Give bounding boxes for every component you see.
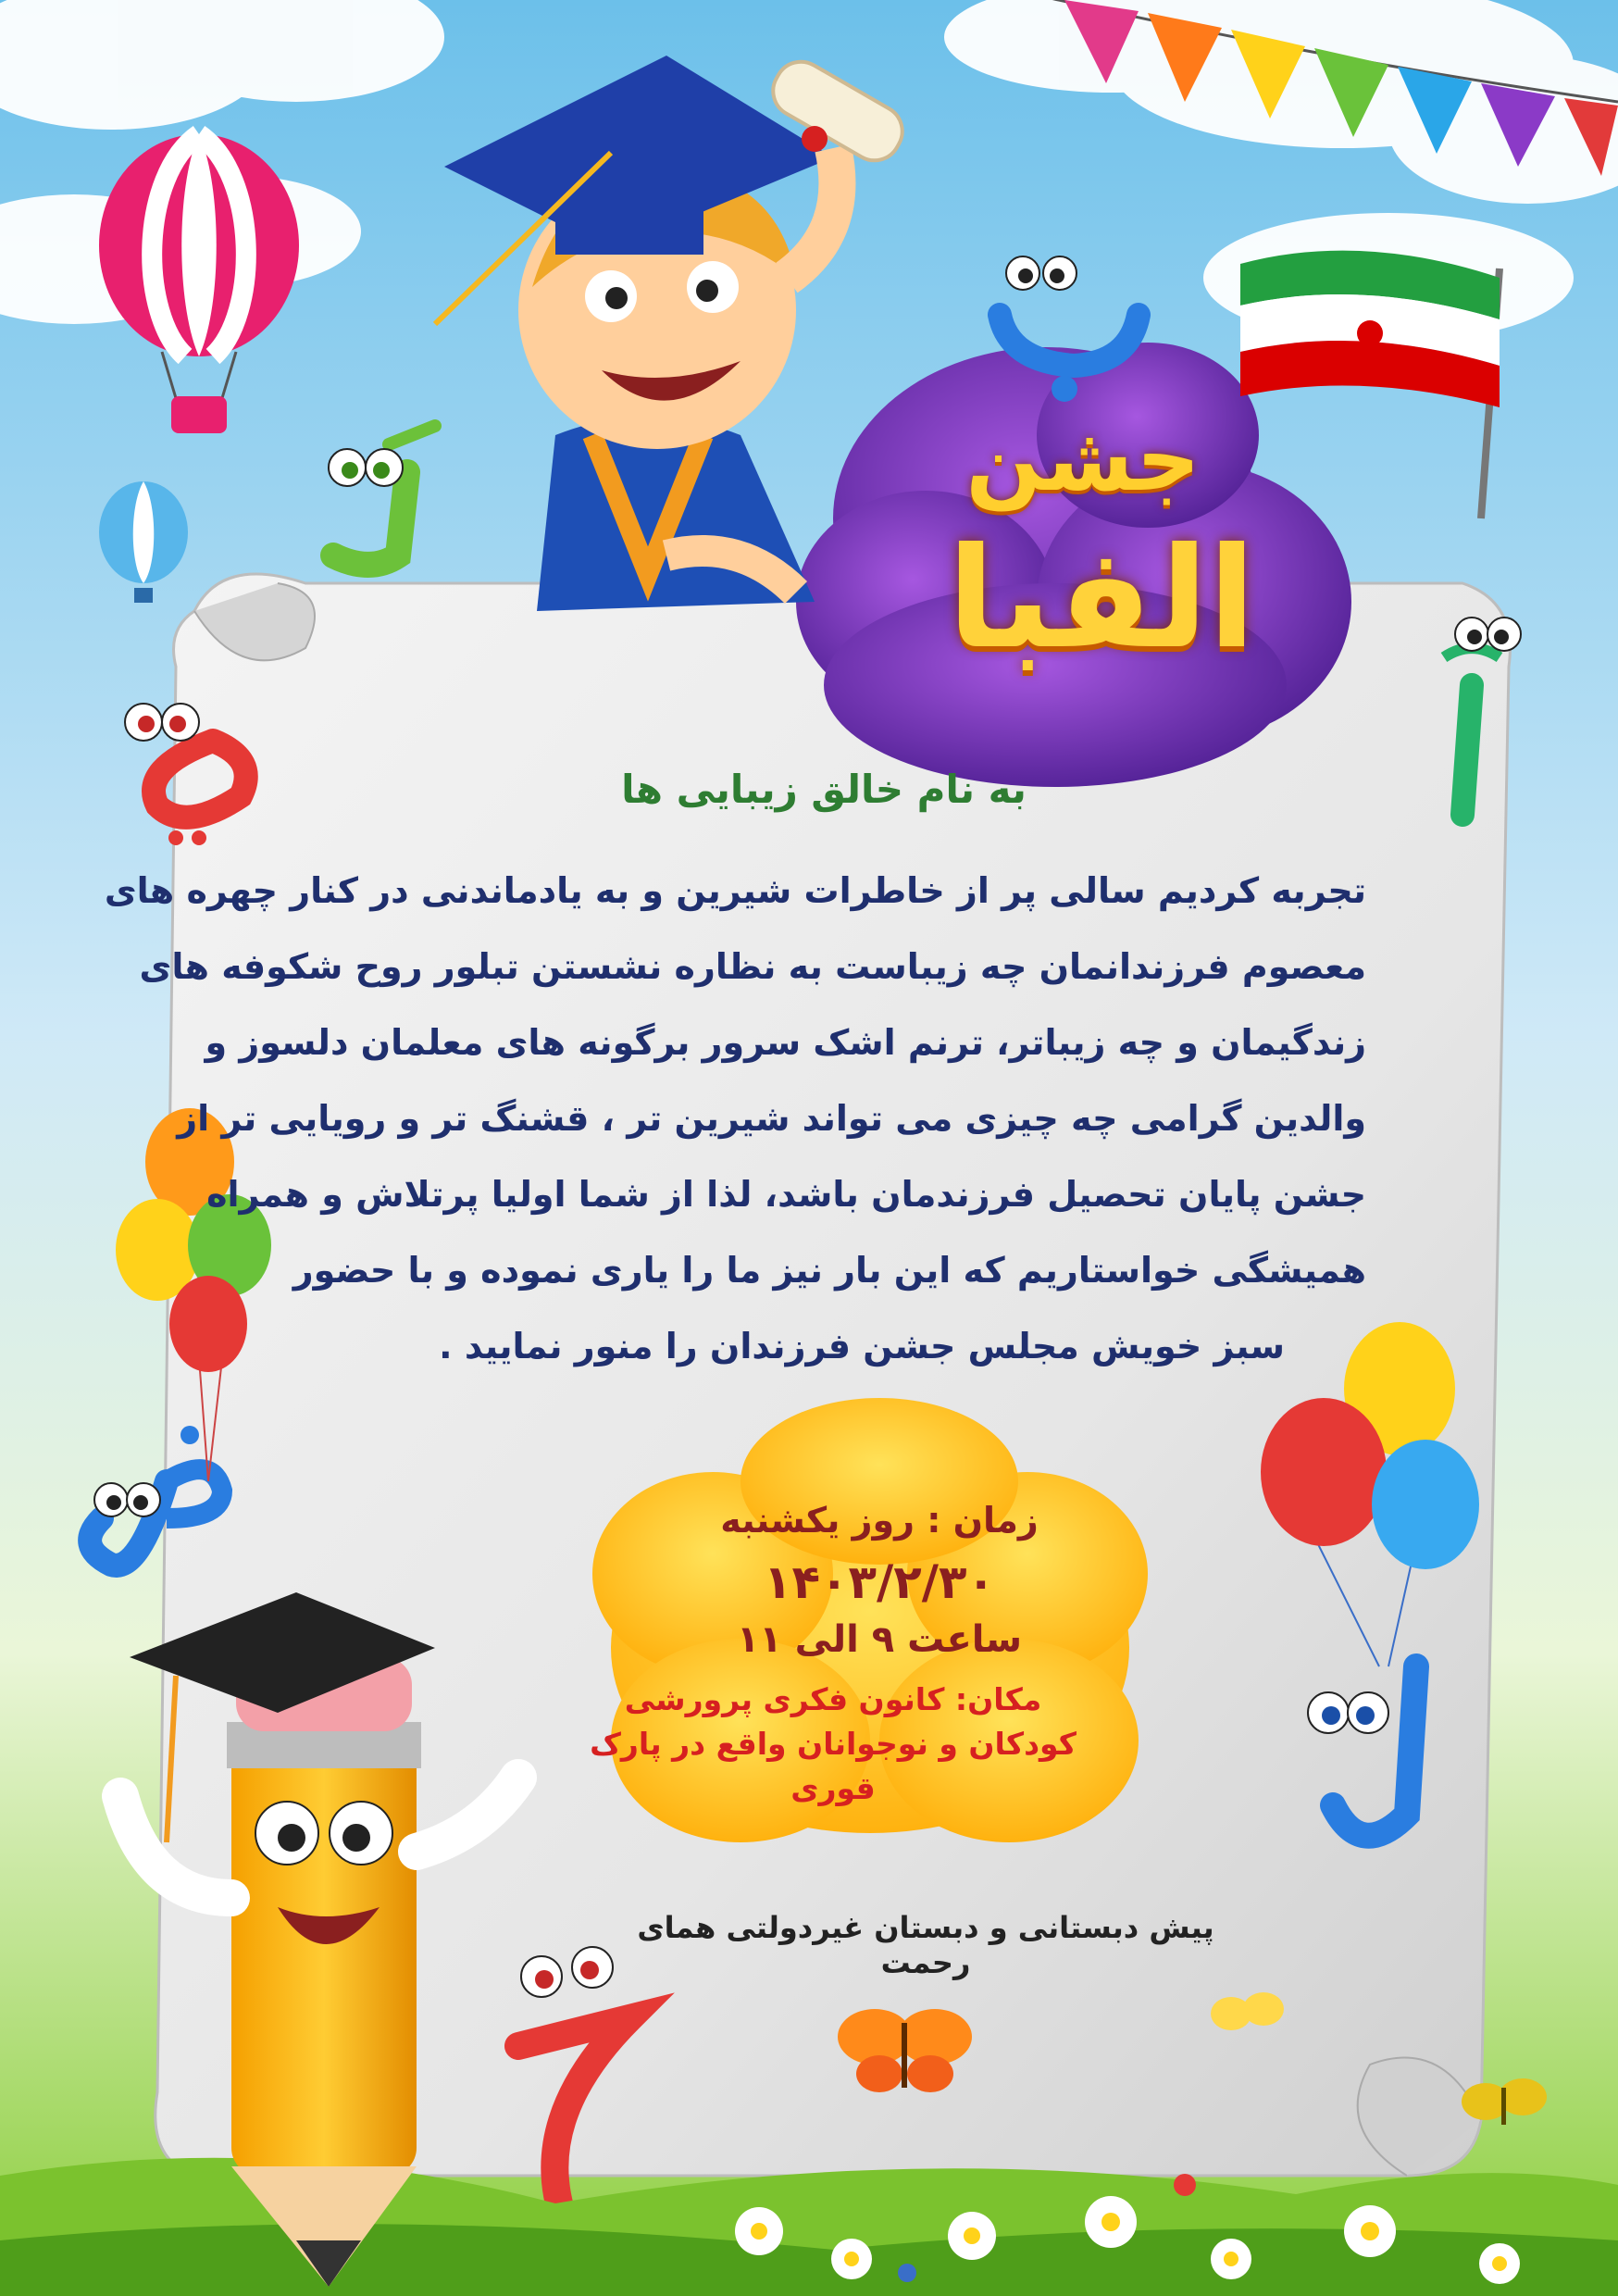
title-line-1: جشن [965,407,1201,511]
letter-zad-label [93,1481,204,1482]
greeting-heading: به نام خالق زیبایی ها [621,767,1027,812]
school-name: پیش دبستانی و دبستان غیردولتی همای رحمت [637,1910,1214,1980]
body-text-line: سبز خویش مجلس جشن فرزندان را منور نمایید . [439,1326,1285,1366]
body-text-line: زندگیمان و چه زیباتر، ترنم اشک سرور برگونه های معلمان دلسوز و [205,1022,1366,1063]
body-text-line: همیشگی خواستاریم که این بار نیز ما را یاری نموده و با حضور [292,1250,1366,1291]
letter-lam-label [1333,1713,1444,1714]
letter-gaf-label [324,463,435,464]
event-time-label: زمان : روز یکشنبه [720,1500,1039,1541]
event-place [574,1678,1092,1811]
event-place-line: مکان: کانون فکری پرورشی [624,1681,1042,1717]
body-text-line: تجربه کردیم سالی پر از خاطرات شیرین و به یادماندنی در کنار چهره های [104,870,1366,911]
letter-khe-label [528,2037,639,2038]
butterfly-icon [838,2009,972,2092]
event-hours: ساعت ۹ الی ۱۱ [736,1618,1023,1661]
letter-be-label [1009,278,1120,279]
body-text-line: جشن پایان تحصیل فرزندمان باشد، لذا از شما اولیا پرتلاش و همراه [206,1174,1366,1215]
event-date: ۱۴۰۳/۲/۳۰ [763,1555,996,1609]
letter-ye-label [139,741,250,742]
title-line-2: الفبا [947,518,1256,680]
letter-alef-label [1425,648,1537,649]
body-text-line: والدین گرامی چه چیزی می تواند شیرین تر ، قشنگ تر و رویایی تر از [177,1098,1366,1139]
event-place-line: کودکان و نوجوانان واقع در پارک قوری [590,1726,1077,1806]
body-text-line: معصوم فرزندانمان چه زیباست به نظاره نشستن تبلور روح شکوفه های [139,946,1366,987]
